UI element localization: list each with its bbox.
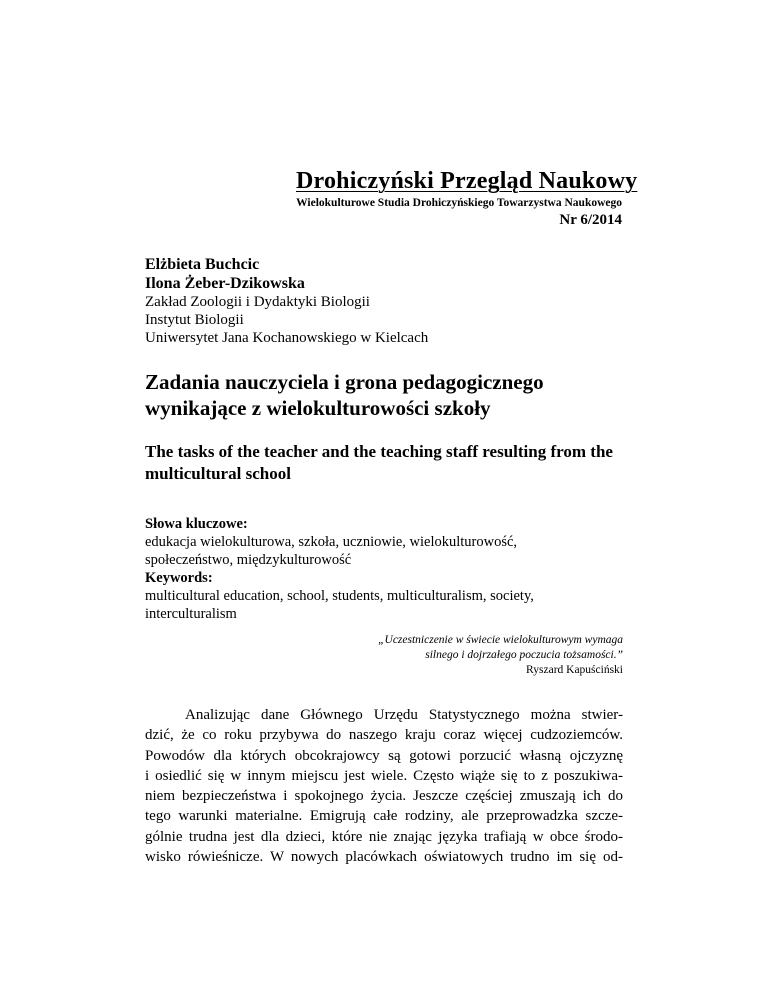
- keywords-section: [145, 515, 623, 623]
- body-line: tego warunki materialne. Emigrują całe rodziny, ale przeprowadzka szcze-: [145, 808, 623, 825]
- body-line: dzić, że co roku przybywa do naszego kraju coraz więcej cudzoziemców.: [145, 727, 623, 744]
- keywords-en-text: multicultural education, school, students, multiculturalism, society,: [145, 588, 534, 604]
- article-content: [145, 255, 623, 867]
- epigraph-quote: „Uczestniczenie w świecie wielokulturowym wymaga: [378, 634, 623, 646]
- keywords-en-text: interculturalism: [145, 606, 237, 622]
- epigraph: [145, 633, 623, 678]
- author-name: Elżbieta Buchcic: [145, 256, 260, 273]
- body-line: Powodów dla których obcokrajowcy są gotowi porzucić własną ojczyznę: [145, 747, 623, 764]
- article-title-english: The tasks of the teacher and the teaching staff resulting from the multicultural school: [145, 442, 613, 483]
- affiliation-line: Instytut Biologii: [145, 312, 244, 328]
- journal-subtitle: Wielokulturowe Studia Drohiczyńskiego Towarzystwa Naukowego: [296, 197, 622, 209]
- author-name: Ilona Żeber-Dzikowska: [145, 275, 305, 292]
- keywords-pl-text: społeczeństwo, międzykulturowość: [145, 552, 352, 568]
- keywords-en-label: Keywords:: [145, 570, 213, 586]
- body-line: i osiedlić się w innym miejscu jest wiele. Często wiąże się to z poszukiwa-: [145, 767, 623, 784]
- article-title-polish: Zadania nauczyciela i grona pedagogicznego wynikające z wielokulturowości szkoły: [145, 370, 544, 420]
- affiliation-line: Zakład Zoologii i Dydaktyki Biologii: [145, 294, 370, 310]
- body-line: niem bezpieczeństwa i spokojnego życia. Jeszcze częściej zmuszają ich do: [145, 788, 623, 805]
- body-paragraph: [145, 705, 623, 867]
- issue-number: Nr 6/2014: [559, 212, 622, 228]
- body-line: wisko rówieśnicze. W nowych placówkach oświatowych trudno im się od-: [145, 849, 623, 866]
- body-line: gólnie trudna jest dla dzieci, które nie znając języka trafiają w obce środo-: [145, 828, 623, 845]
- affiliation: [145, 293, 623, 347]
- epigraph-author: Ryszard Kapuściński: [526, 664, 623, 676]
- keywords-pl-text: edukacja wielokulturowa, szkoła, uczniowie, wielokulturowość,: [145, 534, 518, 550]
- body-line: Analizując dane Głównego Urzędu Statystycznego można stwier-: [185, 707, 623, 723]
- journal-title: Drohiczyński Przegląd Naukowy: [296, 168, 638, 194]
- keywords-pl-label: Słowa kluczowe:: [145, 516, 248, 532]
- authors: [145, 255, 623, 293]
- affiliation-line: Uniwersytet Jana Kochanowskiego w Kielcach: [145, 330, 429, 346]
- epigraph-quote: silnego i dojrzałego poczucia tożsamości.”: [425, 649, 623, 661]
